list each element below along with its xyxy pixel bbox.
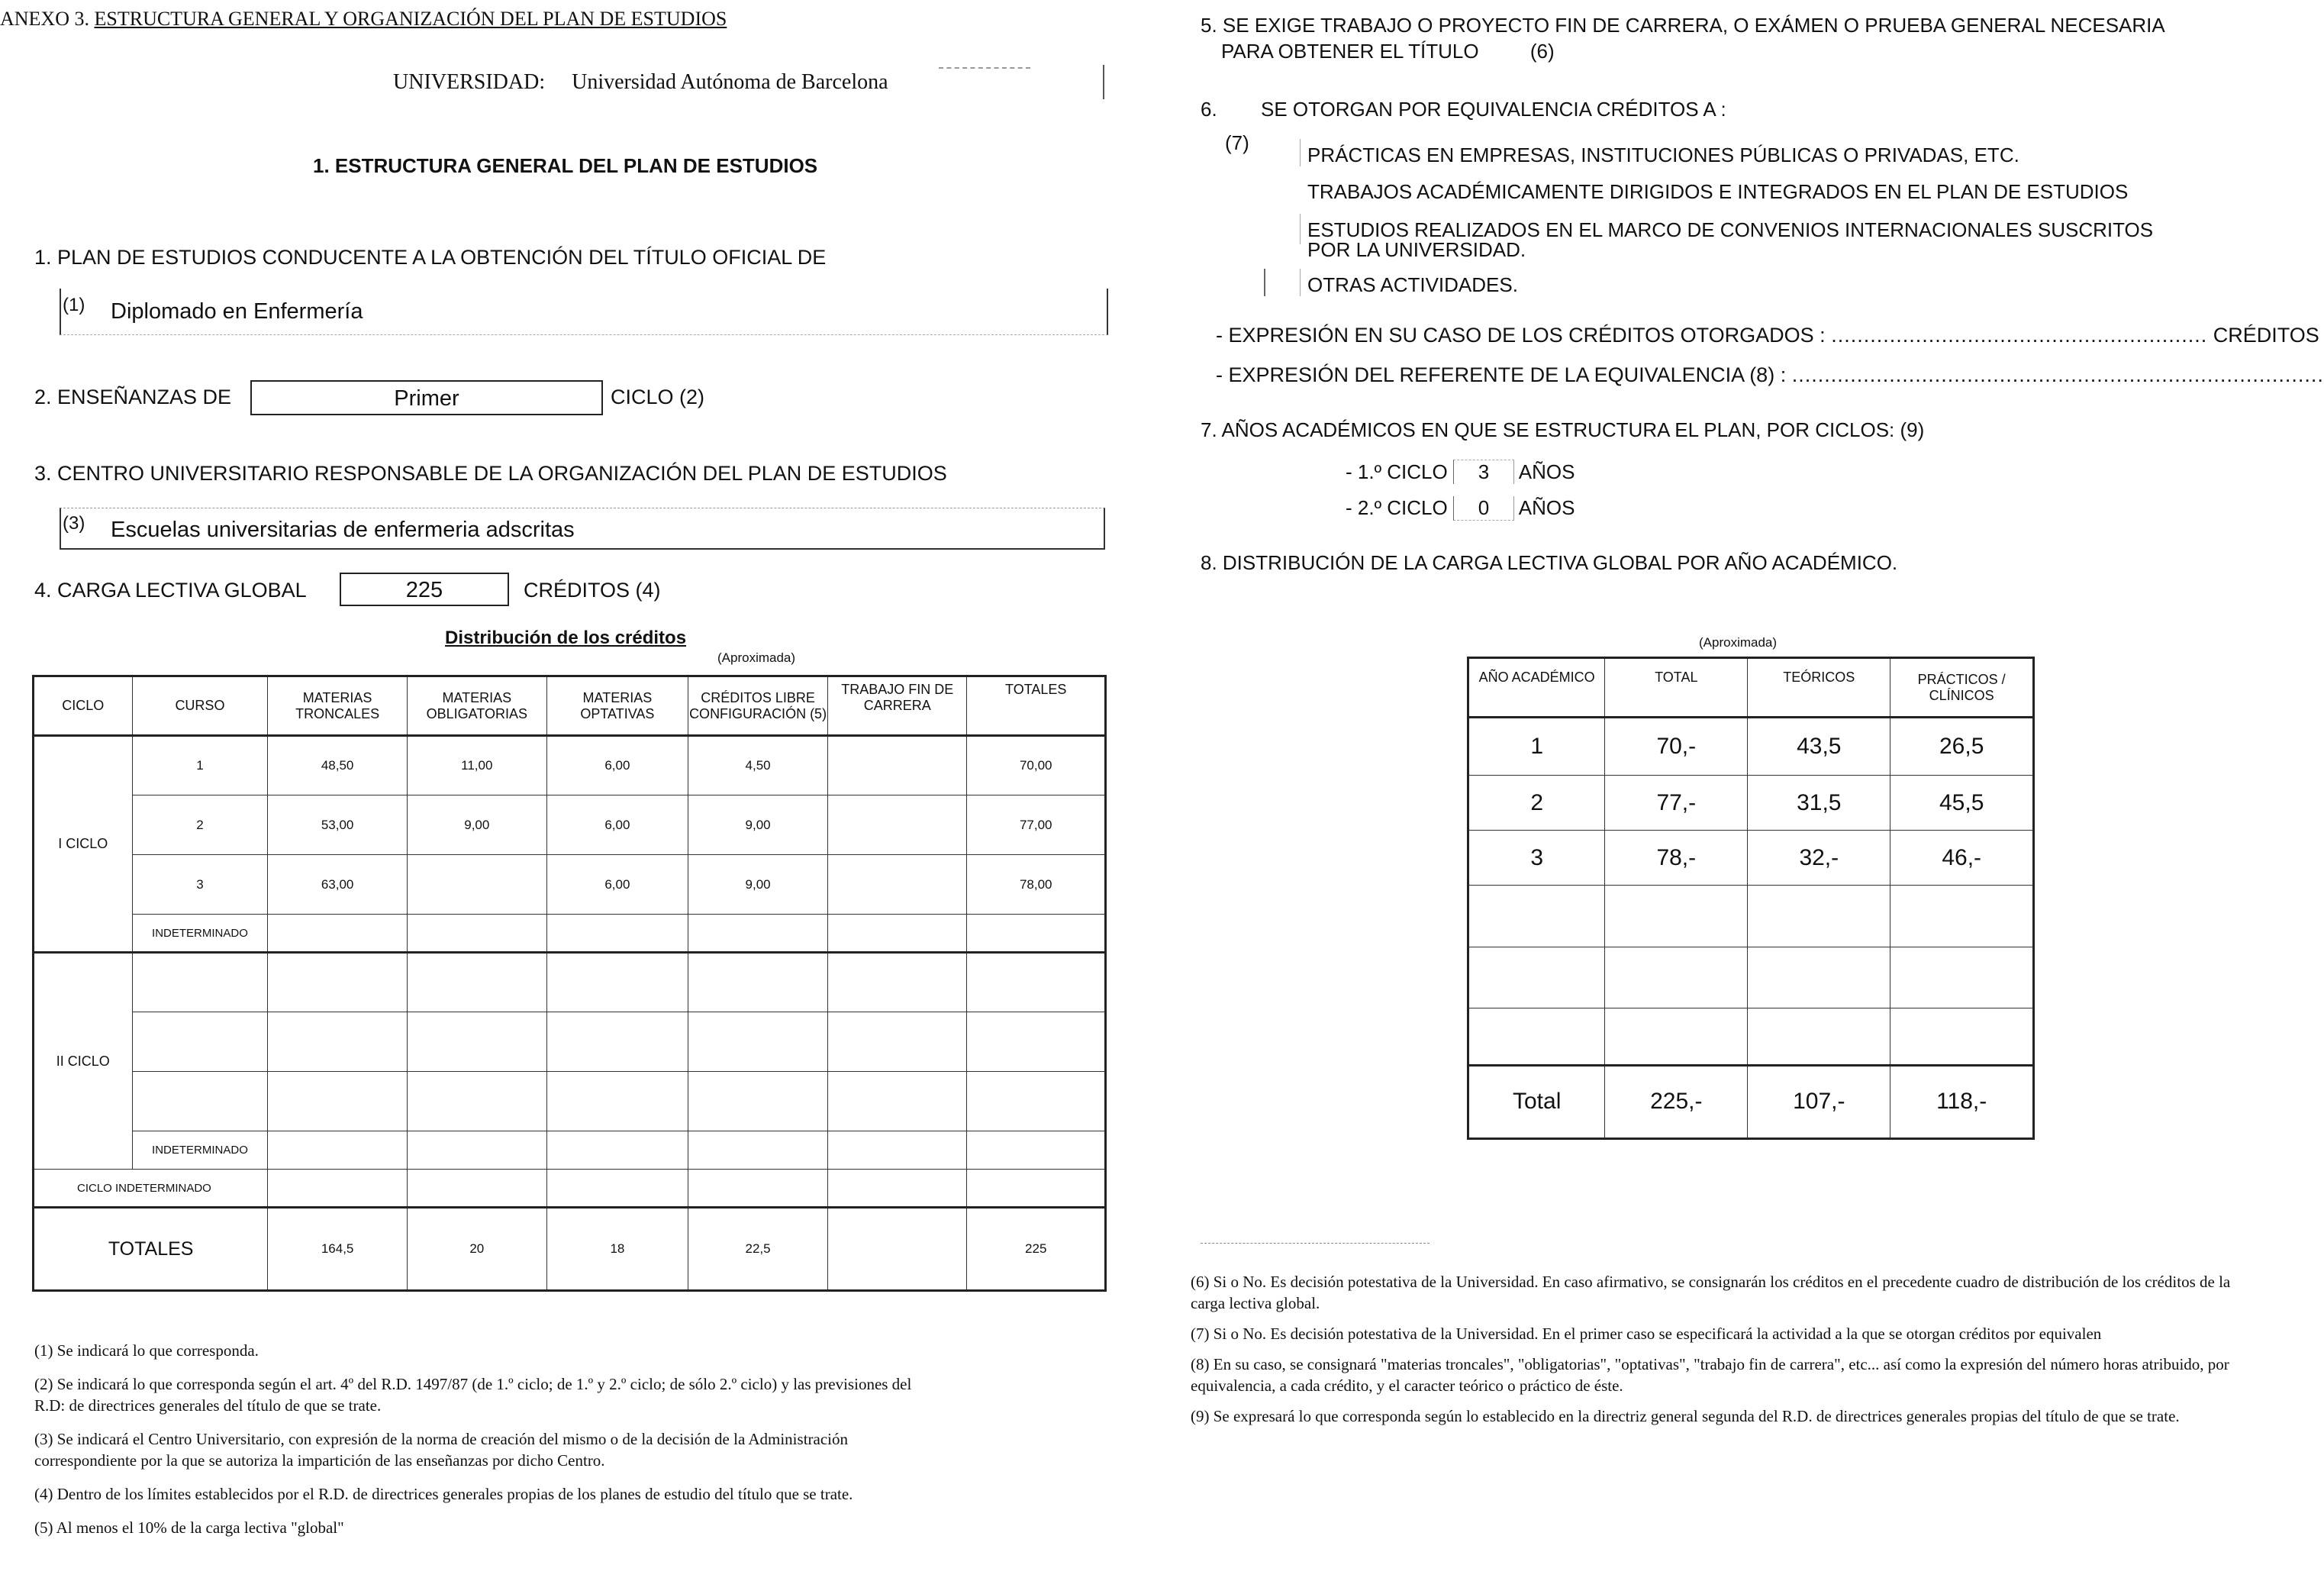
ciclo2-value: 0 xyxy=(1453,496,1514,521)
year-practicos-cell: 45,5 xyxy=(1890,776,2034,831)
year-cell: 3 xyxy=(1468,831,1605,886)
expr1-label: - EXPRESIÓN EN SU CASO DE LOS CRÉDITOS OTORGADOS : xyxy=(1216,324,1826,347)
totales-cell: 70,00 xyxy=(967,736,1106,795)
trabajo-cell xyxy=(827,795,966,855)
total-libre: 22,5 xyxy=(688,1208,828,1291)
libre-cell: 9,00 xyxy=(688,855,828,915)
footnote-6: (6) Si o No. Es decisión potestativa de la Universidad. En caso afirmativo, se consignarán los créditos en el precedente cuadro de distribución de los créditos de la carga lectiva global. xyxy=(1191,1273,2231,1312)
year-total-cell: 78,- xyxy=(1605,831,1748,886)
universidad-label: UNIVERSIDAD: xyxy=(393,70,546,94)
obligatorias-cell: 11,00 xyxy=(407,736,546,795)
optativas-cell: 6,00 xyxy=(546,795,688,855)
troncales-cell: 53,00 xyxy=(268,795,408,855)
ciclo1-anos: AÑOS xyxy=(1518,460,1575,483)
year-total-cell: 77,- xyxy=(1605,776,1748,831)
total-totales: 225 xyxy=(967,1208,1106,1291)
item1-label: 1. PLAN DE ESTUDIOS CONDUCENTE A LA OBTENCIÓN DEL TÍTULO OFICIAL DE xyxy=(34,246,827,269)
credits-table-title: Distribución de los créditos xyxy=(445,628,687,648)
indeterminado-cell: INDETERMINADO xyxy=(132,1131,268,1170)
credits-header-troncales: MATERIAS TRONCALES xyxy=(268,676,408,736)
credits-header-row xyxy=(34,676,1106,736)
year-header-practicos: PRÁCTICOS / CLÍNICOS xyxy=(1890,658,2034,718)
credits-table xyxy=(32,675,1107,1292)
expr2-label: - EXPRESIÓN DEL REFERENTE DE LA EQUIVALENCIA (8) : xyxy=(1216,363,1787,386)
table-row xyxy=(1468,1008,2034,1065)
universidad-line xyxy=(393,70,888,95)
year-header-total: TOTAL xyxy=(1605,658,1748,718)
item4-value: 225 xyxy=(405,578,443,602)
total-optativas: 18 xyxy=(546,1208,688,1291)
expr2-line: - EXPRESIÓN DEL REFERENTE DE LA EQUIVALENCIA (8) : .................................................................................. xyxy=(1216,363,2324,386)
option-trabajos: TRABAJOS ACADÉMICAMENTE DIRIGIDOS E INTEGRADOS EN EL PLAN DE ESTUDIOS xyxy=(1307,180,2129,203)
table-row xyxy=(34,736,1106,795)
table-row xyxy=(1468,886,2034,947)
totales-cell: 77,00 xyxy=(967,795,1106,855)
totales-label: TOTALES xyxy=(34,1208,268,1291)
anexo-title: ESTRUCTURA GENERAL Y ORGANIZACIÓN DEL PLAN DE ESTUDIOS xyxy=(94,8,727,30)
item1-value: Diplomado en Enfermería xyxy=(111,299,363,324)
item6-label: SE OTORGAN POR EQUIVALENCIA CRÉDITOS A : xyxy=(1261,98,1726,121)
year-total-teoricos: 107,- xyxy=(1748,1065,1890,1138)
year-total-label: Total xyxy=(1468,1065,1605,1138)
item8-label: 8. DISTRIBUCIÓN DE LA CARGA LECTIVA GLOBAL POR AÑO ACADÉMICO. xyxy=(1201,551,1898,574)
item4-label: 4. CARGA LECTIVA GLOBAL xyxy=(34,579,307,602)
trabajo-cell xyxy=(827,855,966,915)
ciclo2-anos: AÑOS xyxy=(1518,496,1575,519)
year-teoricos-cell: 31,5 xyxy=(1748,776,1890,831)
year-practicos-cell: 26,5 xyxy=(1890,718,2034,776)
ciclo2-cell: II CICLO xyxy=(34,953,133,1170)
item4-field xyxy=(340,573,509,606)
item5-label: PARA OBTENER EL TÍTULO xyxy=(1221,40,1479,63)
year-practicos-cell: 46,- xyxy=(1890,831,2034,886)
option-convenios-2: POR LA UNIVERSIDAD. xyxy=(1307,238,1526,261)
item7-label: 7. AÑOS ACADÉMICOS EN QUE SE ESTRUCTURA EL PLAN, POR CICLOS: (9) xyxy=(1201,418,1925,441)
year-teoricos-cell: 32,- xyxy=(1748,831,1890,886)
year-table-subtitle: (Aproximada) xyxy=(1699,635,1778,650)
item5-line1: 5. SE EXIGE TRABAJO O PROYECTO FIN DE CARRERA, O EXÁMEN O PRUEBA GENERAL NECESARIA xyxy=(1201,14,2165,37)
ciclo-indeterminado-cell: CICLO INDETERMINADO xyxy=(34,1170,268,1208)
ciclo2-label: - 2.º CICLO xyxy=(1346,496,1448,519)
table-row xyxy=(1468,947,2034,1008)
expr1-suffix: CRÉDITOS xyxy=(2213,324,2319,347)
item6-num: 6. xyxy=(1201,98,1217,121)
anexo-header xyxy=(0,8,727,31)
optativas-cell: 6,00 xyxy=(546,736,688,795)
item5-note: (6) xyxy=(1529,40,1555,63)
footnote-3: (3) Se indicará el Centro Universitario, con expresión de la norma de creación del mismo o de la decisión de la Administración correspondiente por la que se autoriza la impartición de las enseñanzas por dicho Centro. xyxy=(34,1430,848,1470)
total-trabajo xyxy=(827,1208,966,1291)
total-obligatorias: 20 xyxy=(407,1208,546,1291)
curso-cell: 2 xyxy=(132,795,268,855)
item3-note: (3) xyxy=(63,513,85,534)
item3-value: Escuelas universitarias de enfermeria adscritas xyxy=(111,518,575,542)
totales-cell: 78,00 xyxy=(967,855,1106,915)
trabajo-cell xyxy=(827,736,966,795)
totals-row xyxy=(34,1208,1106,1291)
year-cell: 2 xyxy=(1468,776,1605,831)
year-cell: 1 xyxy=(1468,718,1605,776)
credits-header-obligatorias: MATERIAS OBLIGATORIAS xyxy=(407,676,546,736)
table-row xyxy=(34,1072,1106,1131)
credits-table-subtitle: (Aproximada) xyxy=(717,650,796,665)
table-row xyxy=(1468,831,2034,886)
credits-header-optativas: MATERIAS OPTATIVAS xyxy=(546,676,688,736)
curso-cell: 1 xyxy=(132,736,268,795)
item5-line2 xyxy=(1221,40,1555,63)
ciclo1-line xyxy=(1346,460,1575,484)
indeterminado-cell: INDETERMINADO xyxy=(132,915,268,953)
ciclo1-label: - 1.º CICLO xyxy=(1346,460,1448,483)
year-table xyxy=(1467,657,2035,1140)
footnote-4: (4) Dentro de los límites establecidos por el R.D. de directrices generales propias de los planes de estudio del título que se trate. xyxy=(34,1485,853,1503)
credits-header-totales: TOTALES xyxy=(967,676,1106,736)
year-teoricos-cell: 43,5 xyxy=(1748,718,1890,776)
year-total-total: 225,- xyxy=(1605,1065,1748,1138)
option-convenios-1: ESTUDIOS REALIZADOS EN EL MARCO DE CONVENIOS INTERNACIONALES SUSCRITOS xyxy=(1307,218,2154,241)
expr1-line: - EXPRESIÓN EN SU CASO DE LOS CRÉDITOS OTORGADOS : .......................................................... CRÉDITOS xyxy=(1216,324,2319,347)
credits-header-trabajo: TRABAJO FIN DE CARRERA xyxy=(827,676,966,736)
footnote-8: (8) En su caso, se consignará "materias troncales", "obligatorias", "optativas", "trabajo fin de carrera", etc... así como la expresión del número horas atribuido, por equivalencia, a cada crédito, y el caracter teórico o práctico de éste. xyxy=(1191,1355,2229,1395)
obligatorias-cell: 9,00 xyxy=(407,795,546,855)
item6-note: (7) xyxy=(1225,131,1249,154)
credits-header-libre: CRÉDITOS LIBRE CONFIGURACIÓN (5) xyxy=(688,676,828,736)
table-row xyxy=(34,795,1106,855)
total-troncales: 164,5 xyxy=(268,1208,408,1291)
section-title: 1. ESTRUCTURA GENERAL DEL PLAN DE ESTUDIOS xyxy=(313,154,818,177)
anexo-label: ANEXO 3. xyxy=(0,8,89,30)
ciclo1-cell: I CICLO xyxy=(34,736,133,953)
year-total-practicos: 118,- xyxy=(1890,1065,2034,1138)
table-row xyxy=(34,1012,1106,1072)
optativas-cell: 6,00 xyxy=(546,855,688,915)
troncales-cell: 63,00 xyxy=(268,855,408,915)
table-row xyxy=(34,1170,1106,1208)
obligatorias-cell xyxy=(407,855,546,915)
table-row xyxy=(34,1131,1106,1170)
year-header-teoricos: TEÓRICOS xyxy=(1748,658,1890,718)
footnote-5: (5) Al menos el 10% de la carga lectiva "global" xyxy=(34,1518,344,1537)
year-total-cell: 70,- xyxy=(1605,718,1748,776)
curso-cell: 3 xyxy=(132,855,268,915)
item4-suffix: CRÉDITOS (4) xyxy=(524,579,661,602)
ciclo1-value: 3 xyxy=(1453,460,1514,484)
credits-header-ciclo: CICLO xyxy=(34,676,133,736)
ciclo2-line xyxy=(1346,496,1575,521)
footnote-7: (7) Si o No. Es decisión potestativa de la Universidad. En el primer caso se especificará la actividad a la que se otorgan créditos por equivalen xyxy=(1191,1325,2102,1343)
year-header-row xyxy=(1468,658,2034,718)
table-row xyxy=(34,855,1106,915)
item2-suffix: CICLO (2) xyxy=(611,386,705,408)
table-row xyxy=(34,915,1106,953)
troncales-cell: 48,50 xyxy=(268,736,408,795)
item3-label: 3. CENTRO UNIVERSITARIO RESPONSABLE DE LA ORGANIZACIÓN DEL PLAN DE ESTUDIOS xyxy=(34,462,947,485)
year-total-row xyxy=(1468,1065,2034,1138)
item2-value: Primer xyxy=(394,386,459,411)
libre-cell: 9,00 xyxy=(688,795,828,855)
table-row xyxy=(34,953,1106,1012)
footnotes-right xyxy=(1191,1271,2244,1427)
item2-field xyxy=(250,380,603,415)
option-practicas: PRÁCTICAS EN EMPRESAS, INSTITUCIONES PÚBLICAS O PRIVADAS, ETC. xyxy=(1307,144,2019,166)
item2-label: 2. ENSEÑANZAS DE xyxy=(34,386,232,408)
libre-cell: 4,50 xyxy=(688,736,828,795)
footnote-2: (2) Se indicará lo que corresponda según el art. 4º del R.D. 1497/87 (de 1.º ciclo; de 1.º y 2.º ciclo; de sólo 2.º ciclo) y las previsiones del R.D: de directrices generales del título de que se trate. xyxy=(34,1375,912,1415)
item1-note: (1) xyxy=(63,295,85,315)
year-header-ano: AÑO ACADÉMICO xyxy=(1468,658,1605,718)
credits-header-curso: CURSO xyxy=(132,676,268,736)
footnote-9: (9) Se expresará lo que corresponda según lo establecido en la directriz general segunda del R.D. de directrices generales propias del título de que se trate. xyxy=(1191,1407,2180,1425)
universidad-value: Universidad Autónoma de Barcelona xyxy=(572,70,888,94)
table-row xyxy=(1468,776,2034,831)
table-row xyxy=(1468,718,2034,776)
footnote-1: (1) Se indicará lo que corresponda. xyxy=(34,1341,259,1360)
option-otras: OTRAS ACTIVIDADES. xyxy=(1307,273,1518,296)
footnotes-left xyxy=(34,1340,920,1538)
